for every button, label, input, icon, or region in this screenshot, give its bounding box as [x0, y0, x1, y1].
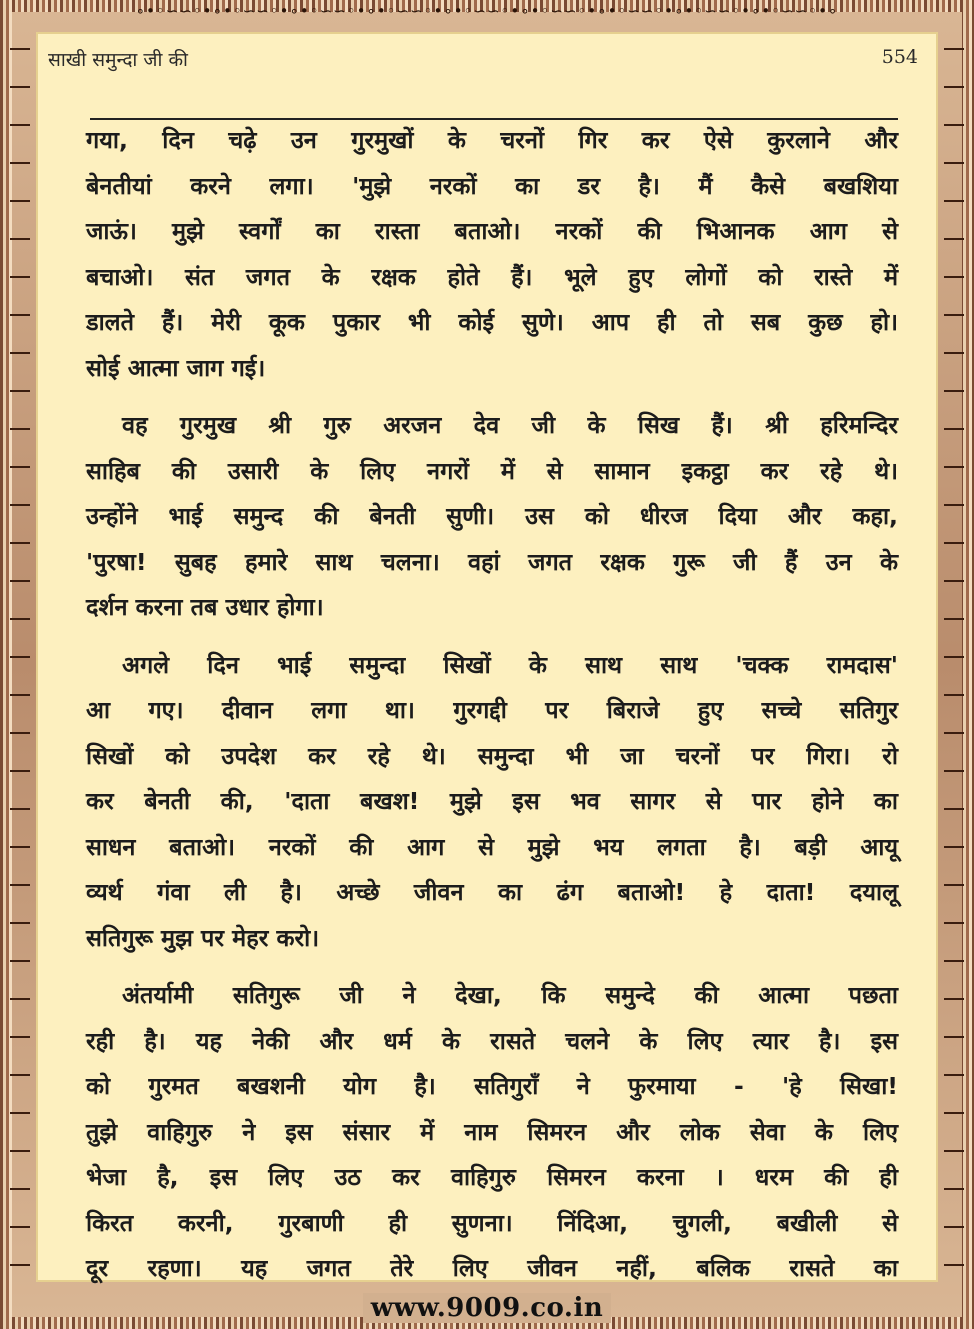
chapter-title: साखी समुन्दा जी की — [48, 49, 188, 71]
paragraph-1 — [86, 118, 898, 391]
text-line: उन्होंने भाई समुन्द की बेनती सुणी। उस को धीरज दिया और कहा, — [86, 502, 898, 530]
text-line: दूर रहणा। यह जगत तेरे लिए जीवन नहीं, बलिक रासते का — [86, 1254, 898, 1282]
text-line: किरत करनी, गुरबाणी ही सुणना। निंदिआ, चुगली, बखीली से — [86, 1208, 898, 1237]
text-line: तुझे वाहिगुरु ने इस संसार में नाम सिमरन और लोक सेवा के लिए — [86, 1117, 898, 1146]
text-line: आ गए। दीवान लगा था। गुरगद्दी पर बिराजे हुए सच्चे सतिगुर — [86, 696, 898, 724]
text-line: बेनतीयां करने लगा। 'मुझे नरकों का डर है। मैं कैसे बखशिया — [86, 171, 898, 200]
website-url: www.9009.co.in — [363, 1293, 612, 1323]
page-number: 554 — [881, 46, 918, 68]
text-line: को गुरमत बखशनी योग है। सतिगुराँ ने फुरमाया - 'हे सिखा! — [86, 1072, 898, 1100]
right-ornament-border — [944, 30, 964, 1289]
paragraph-2 — [86, 403, 898, 631]
text-line: दर्शन करना तब उधार होगा। — [86, 593, 324, 621]
website-footer — [0, 1293, 974, 1323]
text-line: सतिगुरू मुझ पर मेहर करो। — [86, 923, 320, 952]
text-line: बचाओ। संत जगत के रक्षक होते हैं। भूले हुए लोगों को रास्ते में — [86, 262, 898, 291]
left-ornament-border — [10, 30, 30, 1289]
text-line: साधन बताओ। नरकों की आग से मुझे भय लगता है। बड़ी आयू — [86, 832, 898, 861]
text-line: रही है। यह नेकी और धर्म के रासते चलने के लिए त्यार है। इस — [86, 1026, 898, 1055]
text-line: कर बेनती की, 'दाता बखश! मुझे इस भव सागर से पार होने का — [86, 787, 898, 815]
text-line: डालते हैं। मेरी कूक पुकार भी कोई सुणे। आप ही तो सब कुछ हो। — [86, 308, 898, 336]
text-line: सोई आत्मा जाग गई। — [86, 353, 266, 382]
paragraph-3 — [86, 643, 898, 962]
running-header — [48, 46, 918, 72]
text-line: भेजा है, इस लिए उठ कर वाहिगुरु सिमरन करना । धरम की ही — [86, 1163, 898, 1191]
text-line: साहिब की उसारी के लिए नगरों में से सामान इकट्ठा कर रहे थे। — [86, 456, 898, 485]
paragraph-4 — [86, 973, 898, 1292]
top-ornament-border: ∘•◦∽∽◦•∘•◦∽∽◦•∘•◦∽∽◦•∘•◦∽∽◦•∘•◦∽∽◦•∘•◦∽∽◦•∘•◦∽∽◦•∘•◦∽∽◦•∘•◦∽∽◦•∘ — [135, 2, 839, 20]
text-line: 'पुरषा! सुबह हमारे साथ चलना। वहां जगत रक्षक गुरू जी हैं उन के — [86, 547, 898, 576]
text-line: वह गुरमुख श्री गुरु अरजन देव जी के सिख हैं। श्री हरिमन्दिर — [122, 411, 898, 439]
text-line: सिखों को उपदेश कर रहे थे। समुन्दा भी जा चरनों पर गिरा। रो — [86, 741, 898, 770]
text-line: अगले दिन भाई समुन्दा सिखों के साथ साथ 'चक्क रामदास' — [122, 650, 898, 679]
text-line: व्यर्थ गंवा ली है। अच्छे जीवन का ढंग बताओ! हे दाता! दयालू — [86, 878, 898, 906]
text-line: जाऊं। मुझे स्वर्गों का रास्ता बताओ। नरकों की भिआनक आग से — [86, 217, 898, 245]
page-text-body — [86, 118, 898, 1292]
text-line: गया, दिन चढ़े उन गुरमुखों के चरनों गिर कर ऐसे कुरलाने और — [86, 126, 898, 154]
text-line: अंतर्यामी सतिगुरू जी ने देखा, कि समुन्दे की आत्मा पछता — [122, 981, 898, 1009]
